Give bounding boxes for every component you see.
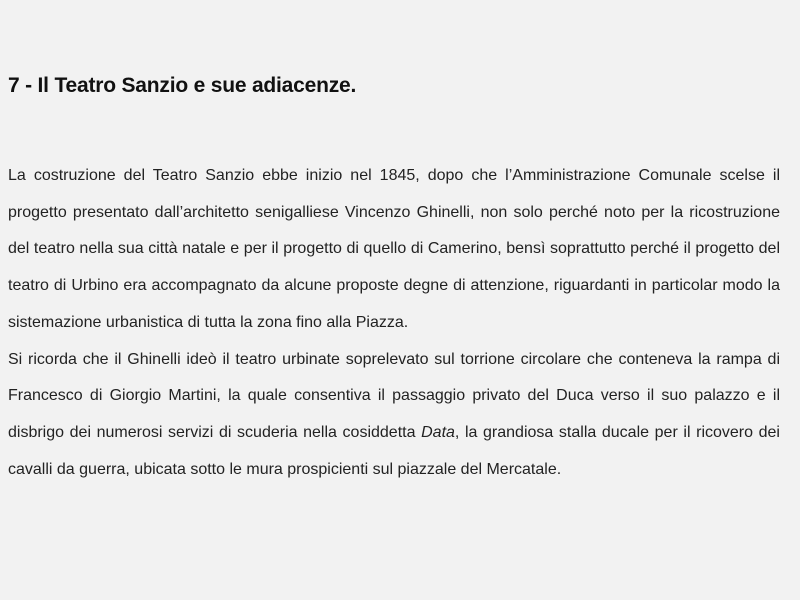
paragraph-2-text-end: , la grandiosa stalla ducale per il ricovero dei cavalli da guerra, ubicata sotto le mura prospicienti sul piazzale del Mercatale. — [8, 423, 780, 478]
paragraph-2 — [8, 342, 780, 489]
body-text — [8, 158, 780, 488]
paragraph-2-italic-term: Data — [421, 423, 455, 441]
paragraph-1: La costruzione del Teatro Sanzio ebbe inizio nel 1845, dopo che l’Amministrazione Comunale scelse il progetto presentato dall’architetto senigalliese Vincenzo Ghinelli, non solo perché noto per la ricostruzione del teatro nella sua città natale e per il progetto di quello di Camerino, bensì soprattutto perché il progetto del teatro di Urbino era accompagnato da alcune proposte degne di attenzione, riguardanti in particolar modo la sistemazione urbanistica di tutta la zona fino alla Piazza. — [8, 167, 780, 331]
paragraph-2-text-start: Si ricorda che il Ghinelli ideò il teatro urbinate soprelevato sul torrione circolare che conteneva la rampa di Francesco di Giorgio Martini, la quale consentiva il passaggio privato del Duca verso il suo palazzo e il disbrigo dei numerosi servizi di scuderia nella cosiddetta — [8, 350, 780, 441]
section-heading: 7 - Il Teatro Sanzio e sue adiacenze. — [8, 74, 357, 97]
